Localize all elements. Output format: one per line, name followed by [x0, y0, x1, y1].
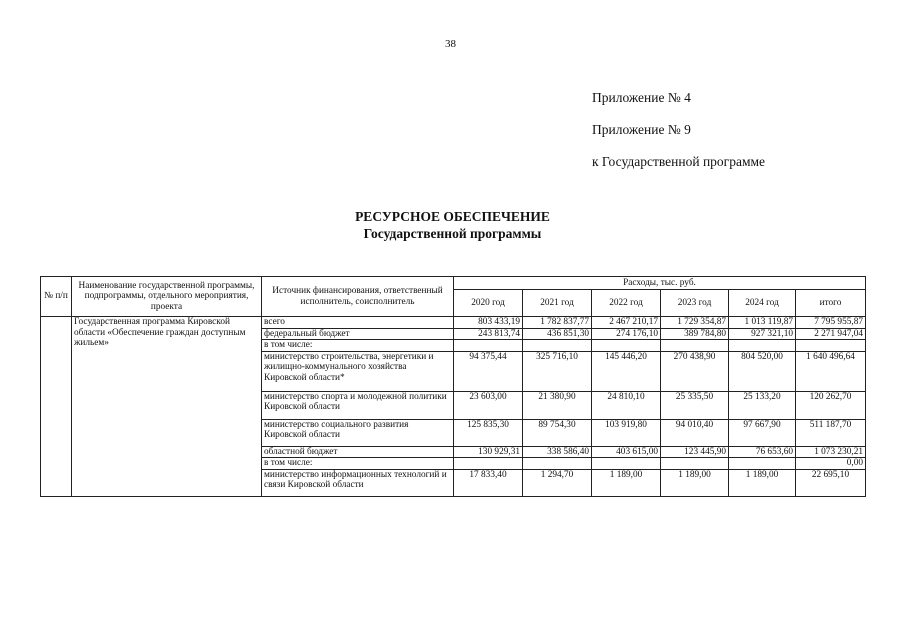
source-cell: в том числе:	[262, 458, 454, 470]
value-cell	[796, 340, 866, 352]
program-name: Государственная программа Кировской области «Обеспечение граждан доступным жильем»	[72, 317, 262, 497]
value-cell: 927 321,10	[729, 328, 796, 340]
value-cell: 511 187,70	[796, 419, 866, 446]
value-cell: 130 929,31	[454, 446, 523, 458]
value-cell: 436 851,30	[523, 328, 592, 340]
value-cell: 24 810,10	[592, 391, 661, 419]
source-cell: в том числе:	[262, 340, 454, 352]
value-cell	[729, 340, 796, 352]
value-cell: 145 446,20	[592, 351, 661, 391]
value-cell: 1 189,00	[592, 469, 661, 496]
value-cell: 1 782 837,77	[523, 317, 592, 329]
value-cell: 325 716,10	[523, 351, 592, 391]
value-cell	[729, 458, 796, 470]
value-cell: 23 603,00	[454, 391, 523, 419]
value-cell: 22 695,10	[796, 469, 866, 496]
resource-table	[40, 276, 866, 497]
value-cell: 1 294,70	[523, 469, 592, 496]
source-cell: министерство строительства, энергетики и жилищно-коммунального хозяйства Кировской области*	[262, 351, 454, 391]
value-cell: 94 375,44	[454, 351, 523, 391]
value-cell	[661, 458, 729, 470]
table-row	[41, 317, 866, 329]
value-cell	[454, 340, 523, 352]
value-cell: 2 271 947,04	[796, 328, 866, 340]
value-cell: 125 835,30	[454, 419, 523, 446]
value-cell: 338 586,40	[523, 446, 592, 458]
value-cell: 0,00	[796, 458, 866, 470]
value-cell	[523, 340, 592, 352]
source-cell: министерство спорта и молодежной политики Кировской области	[262, 391, 454, 419]
value-cell: 243 813,74	[454, 328, 523, 340]
value-cell: 21 380,90	[523, 391, 592, 419]
value-cell: 270 438,90	[661, 351, 729, 391]
source-cell: федеральный бюджет	[262, 328, 454, 340]
value-cell: 403 615,00	[592, 446, 661, 458]
source-cell: министерство социального развития Кировской области	[262, 419, 454, 446]
appendix-line-2: Приложение № 9	[592, 122, 691, 137]
value-cell: 1 189,00	[729, 469, 796, 496]
value-cell: 1 013 119,87	[729, 317, 796, 329]
title-line-2: Государственной программы	[363, 226, 542, 241]
header-year-2021: 2021 год	[523, 290, 592, 317]
header-year-2022: 2022 год	[592, 290, 661, 317]
document-title	[0, 208, 905, 242]
header-name: Наименование государственной программы, подпрограммы, отдельного мероприятия, проекта	[72, 277, 262, 317]
value-cell: 25 133,20	[729, 391, 796, 419]
value-cell: 89 754,30	[523, 419, 592, 446]
page-number: 38	[445, 38, 456, 50]
value-cell: 804 520,00	[729, 351, 796, 391]
value-cell: 389 784,80	[661, 328, 729, 340]
header-year-2023: 2023 год	[661, 290, 729, 317]
value-cell	[592, 340, 661, 352]
appendix-line-3: к Государственной программе	[592, 154, 766, 169]
value-cell: 2 467 210,17	[592, 317, 661, 329]
value-cell: 76 653,60	[729, 446, 796, 458]
value-cell: 25 335,50	[661, 391, 729, 419]
value-cell: 1 189,00	[661, 469, 729, 496]
value-cell: 97 667,90	[729, 419, 796, 446]
value-cell: 17 833,40	[454, 469, 523, 496]
header-total: итого	[796, 290, 866, 317]
source-cell: областной бюджет	[262, 446, 454, 458]
value-cell: 120 262,70	[796, 391, 866, 419]
header-num: № п/п	[41, 277, 72, 317]
source-cell: всего	[262, 317, 454, 329]
value-cell: 7 795 955,87	[796, 317, 866, 329]
value-cell	[592, 458, 661, 470]
header-expenses: Расходы, тыс. руб.	[454, 277, 866, 290]
value-cell: 1 073 230,21	[796, 446, 866, 458]
row-num-cell	[41, 317, 72, 497]
value-cell: 1 640 496,64	[796, 351, 866, 391]
value-cell: 1 729 354,87	[661, 317, 729, 329]
value-cell: 103 919,80	[592, 419, 661, 446]
value-cell: 803 433,19	[454, 317, 523, 329]
value-cell	[454, 458, 523, 470]
value-cell	[661, 340, 729, 352]
value-cell: 274 176,10	[592, 328, 661, 340]
header-year-2024: 2024 год	[729, 290, 796, 317]
appendix-line-1: Приложение № 4	[592, 90, 691, 105]
value-cell	[523, 458, 592, 470]
header-year-2020: 2020 год	[454, 290, 523, 317]
header-source: Источник финансирования, ответственный исполнитель, соисполнитель	[262, 277, 454, 317]
source-cell: министерство информационных технологий и связи Кировской области	[262, 469, 454, 496]
title-line-1: РЕСУРСНОЕ ОБЕСПЕЧЕНИЕ	[355, 209, 550, 224]
value-cell: 94 010,40	[661, 419, 729, 446]
value-cell: 123 445,90	[661, 446, 729, 458]
